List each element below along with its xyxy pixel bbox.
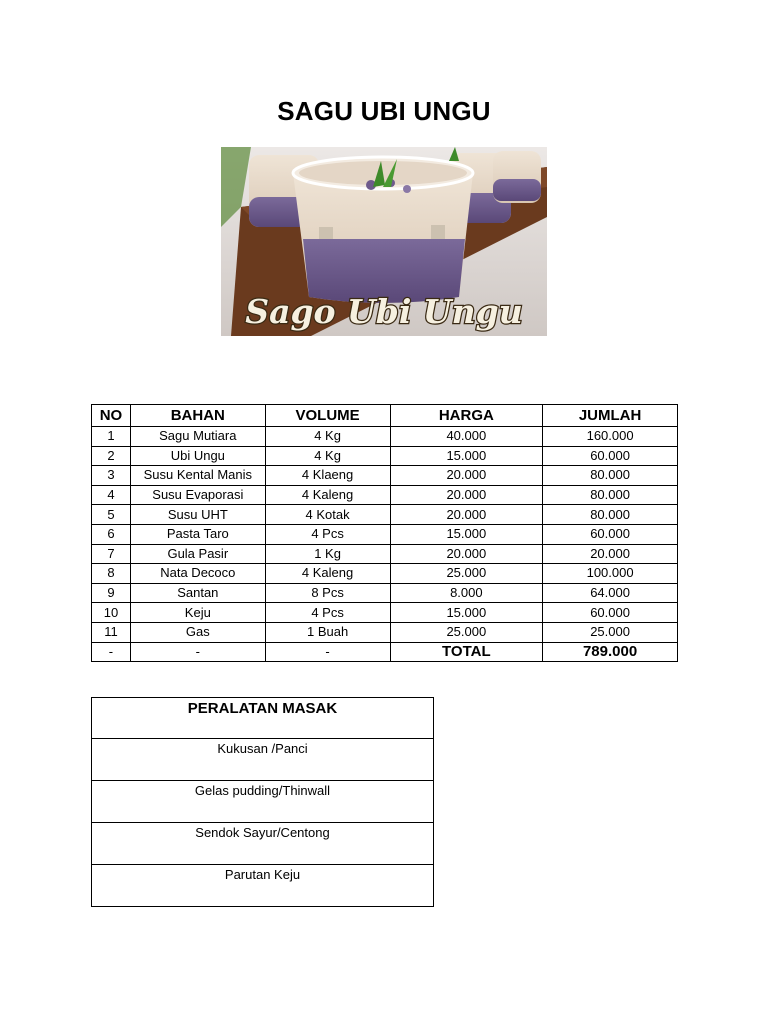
cell-jumlah: 25.000 xyxy=(543,622,678,642)
cell-jumlah: 20.000 xyxy=(543,544,678,564)
cell-volume: 4 Kaleng xyxy=(265,485,390,505)
table-row xyxy=(92,466,678,486)
cell-bahan: Gas xyxy=(130,622,265,642)
cell-volume: 4 Kotak xyxy=(265,505,390,525)
table-row xyxy=(92,603,678,623)
ingredients-table xyxy=(91,404,678,662)
cell-jumlah: 100.000 xyxy=(543,564,678,584)
equipment-row xyxy=(92,865,434,907)
cell-no: 4 xyxy=(92,485,131,505)
cell-volume: 1 Kg xyxy=(265,544,390,564)
cell-jumlah: 60.000 xyxy=(543,524,678,544)
table-header-row xyxy=(92,405,678,427)
photo-caption: Sago Ubi Ungu xyxy=(245,292,523,331)
cell-volume: 4 Pcs xyxy=(265,603,390,623)
cell-no: 8 xyxy=(92,564,131,584)
total-bahan: - xyxy=(130,642,265,662)
cell-harga: 15.000 xyxy=(390,446,543,466)
cell-bahan: Ubi Ungu xyxy=(130,446,265,466)
table-row xyxy=(92,427,678,447)
cell-harga: 15.000 xyxy=(390,524,543,544)
cell-no: 9 xyxy=(92,583,131,603)
table-row xyxy=(92,446,678,466)
equipment-item: Sendok Sayur/Centong xyxy=(92,823,434,865)
cell-no: 3 xyxy=(92,466,131,486)
header-harga: HARGA xyxy=(390,405,543,427)
table-row xyxy=(92,524,678,544)
cell-bahan: Susu Evaporasi xyxy=(130,485,265,505)
cell-no: 10 xyxy=(92,603,131,623)
total-value: 789.000 xyxy=(543,642,678,662)
equipment-header-row xyxy=(92,698,434,739)
page-title: SAGU UBI UNGU xyxy=(277,96,491,126)
ingredient-rows xyxy=(92,427,678,643)
cell-jumlah: 80.000 xyxy=(543,505,678,525)
total-no: - xyxy=(92,642,131,662)
pudding-illustration xyxy=(221,147,547,336)
table-row xyxy=(92,622,678,642)
cell-bahan: Gula Pasir xyxy=(130,544,265,564)
total-row xyxy=(92,642,678,662)
cell-no: 6 xyxy=(92,524,131,544)
table-row xyxy=(92,544,678,564)
cell-bahan: Nata Decoco xyxy=(130,564,265,584)
equipment-row xyxy=(92,823,434,865)
table-row xyxy=(92,564,678,584)
cell-harga: 15.000 xyxy=(390,603,543,623)
cell-no: 1 xyxy=(92,427,131,447)
cell-jumlah: 80.000 xyxy=(543,485,678,505)
cell-jumlah: 80.000 xyxy=(543,466,678,486)
equipment-table xyxy=(91,697,434,907)
cell-harga: 40.000 xyxy=(390,427,543,447)
cell-jumlah: 60.000 xyxy=(543,603,678,623)
equipment-rows xyxy=(92,739,434,907)
cell-no: 2 xyxy=(92,446,131,466)
equipment-row xyxy=(92,739,434,781)
table-row xyxy=(92,505,678,525)
table-row xyxy=(92,583,678,603)
cell-volume: 4 Klaeng xyxy=(265,466,390,486)
cell-harga: 20.000 xyxy=(390,466,543,486)
main-cup xyxy=(293,157,473,303)
cell-volume: 4 Pcs xyxy=(265,524,390,544)
cell-jumlah: 64.000 xyxy=(543,583,678,603)
cell-jumlah: 160.000 xyxy=(543,427,678,447)
product-photo xyxy=(221,147,547,336)
table-row xyxy=(92,485,678,505)
cell-jumlah: 60.000 xyxy=(543,446,678,466)
cell-harga: 25.000 xyxy=(390,564,543,584)
cell-no: 11 xyxy=(92,622,131,642)
equipment-item: Gelas pudding/Thinwall xyxy=(92,781,434,823)
cell-harga: 20.000 xyxy=(390,544,543,564)
cell-harga: 25.000 xyxy=(390,622,543,642)
cell-bahan: Susu UHT xyxy=(130,505,265,525)
equipment-row xyxy=(92,781,434,823)
equipment-item: Parutan Keju xyxy=(92,865,434,907)
equipment-item: Kukusan /Panci xyxy=(92,739,434,781)
cell-harga: 20.000 xyxy=(390,505,543,525)
cell-no: 7 xyxy=(92,544,131,564)
cell-bahan: Keju xyxy=(130,603,265,623)
cell-no: 5 xyxy=(92,505,131,525)
cell-volume: 1 Buah xyxy=(265,622,390,642)
total-label: TOTAL xyxy=(390,642,543,662)
header-bahan: BAHAN xyxy=(130,405,265,427)
cell-volume: 4 Kaleng xyxy=(265,564,390,584)
cell-volume: 4 Kg xyxy=(265,427,390,447)
cell-harga: 20.000 xyxy=(390,485,543,505)
cell-bahan: Santan xyxy=(130,583,265,603)
header-jumlah: JUMLAH xyxy=(543,405,678,427)
cell-volume: 4 Kg xyxy=(265,446,390,466)
header-volume: VOLUME xyxy=(265,405,390,427)
cell-bahan: Pasta Taro xyxy=(130,524,265,544)
total-volume: - xyxy=(265,642,390,662)
cell-volume: 8 Pcs xyxy=(265,583,390,603)
cell-bahan: Sagu Mutiara xyxy=(130,427,265,447)
equipment-header: PERALATAN MASAK xyxy=(92,698,434,739)
cell-harga: 8.000 xyxy=(390,583,543,603)
cell-bahan: Susu Kental Manis xyxy=(130,466,265,486)
header-no: NO xyxy=(92,405,131,427)
